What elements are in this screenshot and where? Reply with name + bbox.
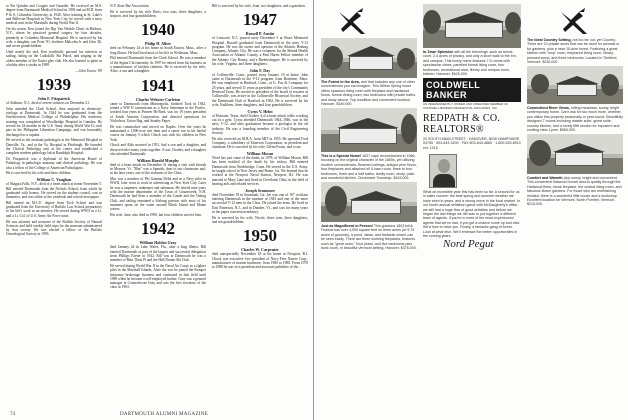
listing-title: In-Town Splendor — [423, 50, 454, 54]
obit-paragraph: died November 19 in Savannah, Ga. Joe was one of 107 civilians entering Dartmouth in the summer of 1943 and one of the more successful V-12 men in the Class. He joined the arms. He lived in East Patterson, N.J., and in Dundee, Vt., and was for many years in the paper conversion industry. — [212, 192, 308, 214]
obit-paragraph: N.Y. State Bar Association. — [110, 4, 150, 8]
ad-column-c — [527, 4, 623, 416]
agent-portrait — [429, 154, 457, 188]
obit-name: William C. Vaughan — [36, 177, 72, 183]
obit-name: Charles Webster Carleton — [135, 96, 181, 102]
obit-paragraph: He was attorney and treasurer of the Buffalo Society of Natural Sciences and held weekly field trips for the museum administered by that society. He was elected a fellow of the Buffalo Genealogical Society in 1993. — [6, 219, 102, 237]
heron-logo-icon — [557, 6, 591, 36]
obit-paragraph: He is survived by his wife, Nicole, three sons, three daughters, and ten grandchildren. — [212, 215, 308, 224]
brand-subtitle: AN INDEPENDENTLY OWNED AND OPERATED MEMBER OF COLDWELL BANKER RESIDENTIAL AFFILIATES, INC. — [423, 101, 509, 110]
obit-name: Russell P. Austin — [245, 31, 275, 37]
obit-paragraph: Word has just come of the death, in 1979, of William Moran, Bill has been notified of the death by his widow. Bill entered Dartmouth from Northbridge, Conn. He served in the U.S. Army, he taught school in New Jersey and Rome, Ga. We learned that he worked at the Newport Naval Station, Newport, R.I. He was married to Mary Lane and lived in Cleveland, Ohio, in the field of hearing aids and related services. — [212, 156, 308, 186]
listing-photo — [527, 134, 623, 174]
listing-title: Connecticut River Views, — [527, 105, 570, 110]
brand-logo: COLDWELL BANKER — [423, 78, 521, 102]
listing-photo — [321, 38, 417, 78]
obit-paragraph: Phil entered Dartmouth from the Clark School. He was a member of the Sigma Chi fraternity. In 1997 he retired from his business as a manufacturer of kitchen cabinets. He is survived by his wife, Alice, a son and a daughter. — [110, 56, 206, 74]
listing-title: This is a Special Home! — [321, 153, 362, 158]
obit-paragraph: died on February 24 at his home in South Easton, Mass., after a long illness. He had lived most of his life in Wollaston, Mass. — [110, 46, 206, 55]
listing-title: Comfort and Warmth — [527, 175, 563, 180]
obit-paragraph: of Houston, Texas, died October 4 of a heart attack while working out in a gym. Cyrus attended Dartmouth 1944–1946, was in the navy V-12, and after graduation became a geologist in the oil industry. He was a founding member of the Civil Engineering Society. — [212, 113, 308, 135]
obit-paragraph: died January 24 in Lake Wales, Fla., after a long illness. Bill entered Dartmouth as part of the largest and successful delegation from Phillips Exeter in 1942. Bill was at Dartmouth he was a member of Beta Theta Pi and the Hall Dream Ski Club. — [110, 245, 206, 263]
class-year-heading: 1940 — [141, 20, 175, 40]
class-year-heading: 1950 — [243, 226, 277, 246]
obit-name: Philip H. Albee — [145, 41, 171, 47]
listing-description: plus sunny, bright and convenient. This convenient flatwood Dorset area is quality through the Hartwood fines, stone fireplace, the central living room, and fabulous flower gardens. For those who are entertaining minded, there is a wonderful little house and a workshop. Excellent location for Vermont. North Pomfret, Vermont. $215,000. — [527, 175, 622, 207]
listing-description: not too far out, yet Country. There are 10 private acres that can be used for animals or for gardens, plus a near 10-acre forest. Featuring a great kitchen with "loop" room, fireplaced living room, library, pressed wood, and three bedrooms. Located in Thetford, Vermont. $230,000. — [527, 38, 620, 65]
listing-description: 1827 cape reconstructed in 1966, focusing on the original character of the 1800s, yet utilizing modern conveniences. Beamed ceilings, antique pine floors, four fireplaces and attached ell & barn room, three to four bedrooms, three and a half baths, family room, study, patio and wonderful kitchen. Dorchester Township. $415,000. — [321, 153, 417, 180]
class-year-heading: 1939 — [37, 74, 71, 94]
obit-name: John F. Fitzpatrick — [37, 95, 71, 101]
obit-name: William Moran — [246, 151, 274, 157]
listing-title: The Forest in the Area, — [321, 80, 360, 84]
agent-signature: Nord Pegut — [443, 238, 494, 251]
obit-paragraph: John attended the Clark School, then majored in chemistry-zoology at Dartmouth. In 1944 he was graduated from the Northwestern Medical College of Philadelphia. His residency training was completed at Woodbridge Hospital in Camden. He served for 24 months in the U.S. Army during World War II, took part in the Philippine Liberation Campaign, and was honorably discharged as a captain. — [6, 106, 102, 137]
obit-paragraph: He is survived by his wife Doris, two sons, three daughters, a stepson, and four grandchildren. — [110, 9, 206, 19]
obituary-column-2 — [110, 4, 206, 406]
listing-description: This gracious 1803 brick Federal has over 4,000 square feet on three acres (or 9.75 acres of grounds), a pond, views, and fantastic charm can be seen easily. There are three working fireplaces, features such as "great room," floor plans, and five bedrooms plus bunk room, in beautiful Vermont setting. Hanover. $375,000. — [321, 223, 417, 250]
agency-name: REALTORS® — [423, 124, 484, 136]
obit-paragraph: Dr. Fitzpatrick was a diplomat of the American Board of Pathology in pathologic anatomy and clinical pathology. He was also a fellow of the College of American Pathologists. — [6, 157, 102, 170]
obit-paragraph: On his return, Ken joined the Rip Van Winkle Clinic in Hudson, N.Y., where he practiced general surgery for four decades, primarily at Columbia Memorial Hospital. He is survived by his wife, a daughter, son Peter '81, brothers Malcolm Jr. and John '46, and seven grandchildren. — [6, 26, 102, 49]
obit-name: John F. Day — [249, 67, 271, 73]
obit-name: Cyrus V. Helm — [247, 108, 273, 114]
obit-paragraph: died of a heart attack on December 31 during a visit with friends in Monroe, Vt. "Mur" was a Spanish, dear to our classmates and, in his later years, one of the stalwarts of the Class. — [110, 162, 206, 176]
class-year-heading: 1941 — [141, 75, 175, 95]
listing-photo — [423, 4, 521, 48]
obituary-column-1 — [6, 4, 102, 406]
listing-photo — [527, 66, 623, 104]
obit-paragraph: of Linwood, N.J., passed away December 5 at Shore Memorial Hospital. Russell graduated from Dartmouth in the navy V-12 program. He was the owner and operator of the Atlantic Heating Company, Atlantic City. He was a volunteer for the Mental Health Association of Atlantic County, a Paul Harris Fellow member of the Atlantic City Rotary, and a Barbershopper. He is survived by his wife, Virginia, and three daughters. — [212, 36, 308, 67]
obit-paragraph: Until nearly the end, Ken youthfully pursued his interests in sailing, skiing on the Catkskills' Ski Patrol, and singing as the oldest member of the Easter glee club. He also learned to paint as a hobby after a stroke in 1988. — [6, 49, 102, 67]
magazine-title: DARTMOUTH ALUMNI MAGAZINE — [120, 412, 209, 417]
obit-name: Joseph Seamoure — [245, 187, 275, 193]
obit-paragraph: He also received an M.B.A. from MIT in 1955. He operated Ford Company, a subsidiary of Emerson Corporation, as president and chairman. He is survived by his wife, Glenn Evans, and a son. — [212, 136, 308, 150]
obit-paragraph: Chuck and Aldo married in 1951, had a son and a daughter, and divorced after many years together. A son, Charles, and a daughter also attended Dartmouth. — [110, 143, 206, 156]
obit-paragraph: He served as the assistant pathologist at the Memorial Hospital in Danville, Va., and at the Va. Hospital in Pittsburgh. He founded the Clinical Pathology unit at the center and established a complete modern pathology lab at Randolph Hospital. — [6, 138, 102, 156]
obit-paragraph: Bill is survived by his wife, Joan, two daughters, and a grandson. — [212, 4, 306, 8]
obit-name: Charles W. Carpenter — [241, 247, 279, 253]
obit-paragraph: He is survived by his wife and three children. — [6, 171, 72, 176]
listing-title: The Ideal Country Setting, — [527, 38, 572, 42]
page-number: 74 — [10, 412, 15, 417]
listing-description: and that includes any one of other conveniences you can imagine. This Wilton Spring home offers spacious living room with fireplace and hardwood floors, formal dining room, two bedrooms with private baths, and study alcove. Top condition and convenient location. Hanover. $349,000. — [321, 80, 417, 107]
ad-column-b — [423, 4, 521, 416]
obit-name: William Harold Murphy — [136, 157, 180, 163]
obit-paragraph: of Collinsville, Conn., passed away January 19 at home. John came to Dartmouth in the V-12 program, from Braintree, Mass. He was employed in Hartford, Conn., at G. Fox & Company for 25 years, and served 11 years as president of the city's Community Renewal Team. He served as president of the board of trustees at Collinsville, was active in the Collinsville Historical Society, and the Dartmouth Club of Hartford in 1962. He is survived by his wife, Kathleen, three daughters, and four grandchildren. — [212, 72, 308, 107]
obit-paragraph: to Pat Quinlan and Cosgate and Gaundet. He received an M.S. degree from Dartmouth Medical School in 1938 and an M.D. from P & S, Columbia University, in 1940. After training at St. Luke's and Bellevue Hospitals in New York City, he served with a navy medical unit in the Marshalls during World War II. — [6, 4, 102, 26]
listing-photo — [321, 182, 417, 222]
obit-paragraph: He was commodore and served on Naples. Over the years he maintained a 1,000-acre tree farm and a canoe run in his fateful course on January 5 which Chuck was with his children in New York. — [110, 124, 206, 142]
obit-paragraph: of Niagara Falls, N.Y., died of a heart attack at home November 5. Bill entered Dartmouth from the Nichols School, from which he graduated with honors. He served on the student council, was in dramatics, and was editor of the yearbook and school newspaper. — [6, 182, 102, 200]
listing-description: with all the trimmings, such as tennis court, 2.4 acres of privacy, and only a short walk to the Inn, and campus. This lovely home features 7.5 rooms with spectacular views, panelled formal living room, four bedrooms, recreational area, library and rumpus room, kitchen. Hanover. $625,000. — [423, 50, 517, 77]
obit-paragraph: came to Dartmouth from Minneapolis, finished Tuck in 1942, joined a WW II commission as a Navy lieutenant in the Pacific, worked four years at Pioneer Hi-Bred, was for 19 years president of South Ansonia Corporation, and directed operations for Nicholson, Union Bag, and Stanley Paper. — [110, 101, 206, 123]
agency-name: REDPATH & CO. — [423, 113, 501, 125]
obit-name: William Holden Gray — [139, 240, 177, 246]
obituary-column-3 — [212, 4, 308, 406]
obit-paragraph: Bill earned an M.C.E. degree from Tuck School and was graduated from the University of Buffalo Law School preparatory to his life's work as an attorney. He served during WWII as a Lt. and a Lt. Col. of U.S. Army Air Force units. — [6, 200, 102, 218]
listing-description: rolling meadows, sunny, bright contemporary home. Can't ask for too much more, whether you utilize this property seasonally or year-round. Beautifully designed 7 rooms including master suite, guest suite, country kitchen, and a lovely fifth section for exposure and exciting view. Lyme. $565,000. — [527, 105, 623, 132]
right-page — [315, 0, 628, 420]
heron-logo-icon — [335, 6, 369, 36]
obit-paragraph: of Ashburn, N.J., died of severe sickness on December 21. — [6, 100, 91, 105]
ad-column-a — [321, 4, 417, 416]
obit-paragraph: Mur was a member of Phi Gamma Delta and as a Navy pilot in WWII, later went to work in advertising in New York City. Later he was a carpenter, innkeeper and salesman. He retired nine years with the marine department of the Town of Gouzecreek, N.H. Dartmouth he had been a member of the Cantle and the Outing Club, and sailing remained a lifelong passion with most of his summers spent on the water around Block Island and Maine waters. — [110, 177, 206, 212]
listing-photo — [321, 108, 417, 152]
author-signature: —John Tourne '89 — [75, 68, 102, 73]
class-year-heading: 1947 — [243, 10, 277, 30]
obit-paragraph: died unexpectedly November 18 at his home in Newport, R.I. Chuck was executive vice president of Navy Fees Nawee Corp., manufacturer of marine hardware, from 1980 to 1988. From 1970 to 1988 he was vice president and associate publisher of the... — [212, 252, 308, 270]
class-year-heading: 1942 — [141, 219, 175, 239]
obit-paragraph: His wife, Jane, also died in 1990, but four children survive him. — [110, 213, 202, 217]
agent-letter: What an incredible year this has been so far. A second for us in sales volume: the best spring and summer weather we have seen in years, and a strong move in the local market. In our fourth annual sellathon game with McDaugherty's office, we still had a huge flow of good activities and before we began the last things we did was to put together a different team of agents. If you're in need of the most experienced agents that we've had, if you get a chance come up and visit. We'd love to have you. Finally, a fantastic gang of forest. Look at what else. We'll embrace the better opportunities in the coming years. — [423, 190, 521, 239]
listing-title: Just as Magnificent in Person! — [321, 223, 373, 228]
agency-address: 20 SOUTH MAIN STREET · HANOVER, NEW HAMPSHIRE 03755 · 603-643-3200 · FAX 603-643-4880 · 1-800-525-8010 ext. 1015 — [423, 137, 521, 150]
obit-paragraph: He served during World War II in the Naval Air Corps as a fighter pilot in the Marshall Islands. After the war he joined the Kemper insurance brokerage business and continued in that field until 1989 when he became a self-employed broker. Gray was a general manager at Cosmolecom Gray and was the first secretary of the class in 1963. — [110, 263, 206, 290]
